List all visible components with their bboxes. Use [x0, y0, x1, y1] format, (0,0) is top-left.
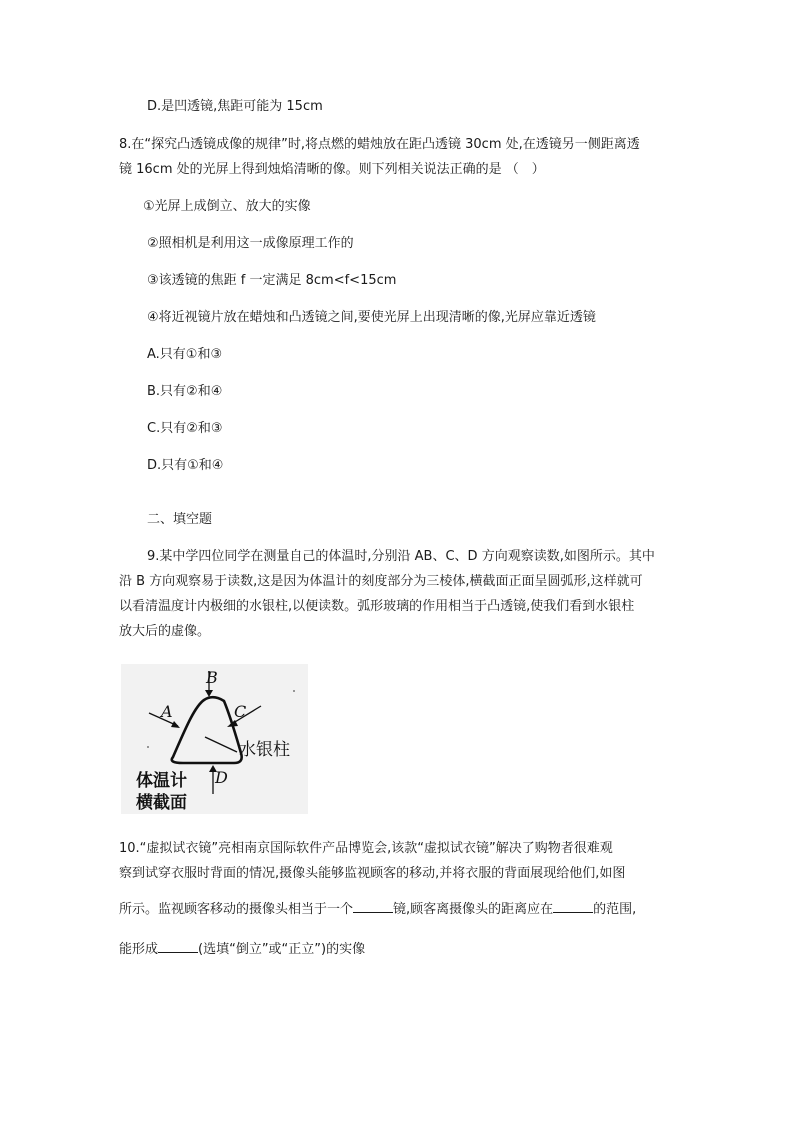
- q10-line-3-part-a: 所示。监视顾客移动的摄像头相当于一个: [119, 902, 354, 917]
- q9-line-2: 沿 B 方向观察易于读数,这是因为体温计的刻度部分为三棱体,横截面正面呈圆弧形,这样就可: [119, 574, 643, 589]
- q8-option-a: A.只有①和③: [147, 347, 223, 362]
- scan-dot: [147, 746, 149, 748]
- blank-image-orientation[interactable]: [158, 940, 198, 953]
- blank-lens-type[interactable]: [353, 900, 393, 913]
- figure-caption-line-2: 横截面: [136, 793, 187, 813]
- q9-line-1: 9.某中学四位同学在测量自己的体温时,分别沿 AB、C、D 方向观察读数,如图所示。其中: [147, 549, 655, 564]
- q10-line-4-part-a: 能形成: [119, 942, 159, 957]
- arrow-a-head: [171, 721, 180, 728]
- q10-line-3: [119, 900, 636, 919]
- q10-line-1: 10.“虚拟试衣镜”亮相南京国际软件产品博览会,该款“虚拟试衣镜”解决了购物者很难观: [119, 841, 613, 856]
- q8-option-b: B.只有②和④: [147, 384, 223, 399]
- q8-option-c: C.只有②和③: [147, 421, 223, 436]
- q10-line-2: 察到试穿衣服时背面的情况,摄像头能够监视顾客的移动,并将衣服的背面展现给他们,如图: [119, 866, 626, 881]
- q8-statement-1: ①光屏上成倒立、放大的实像: [143, 199, 311, 214]
- thermometer-cross-section-figure: [121, 664, 308, 814]
- q8-statement-4: ④将近视镜片放在蜡烛和凸透镜之间,要使光屏上出现清晰的像,光屏应靠近透镜: [147, 310, 596, 325]
- section-heading: 二、填空题: [147, 512, 213, 527]
- scan-dot: [293, 690, 295, 692]
- q8-statement-3: ③该透镜的焦距 f 一定满足 8cm<f<15cm: [147, 273, 397, 288]
- q9-line-4: 放大后的虚像。: [119, 624, 211, 639]
- q8-statement-2: ②照相机是利用这一成像原理工作的: [147, 236, 354, 251]
- label-b: B: [206, 668, 218, 687]
- q7-option-d: D.是凹透镜,焦距可能为 15cm: [147, 99, 323, 114]
- q10-line-4: [119, 940, 365, 959]
- figure-caption-line-1: 体温计: [136, 771, 187, 791]
- blank-distance-range[interactable]: [553, 900, 593, 913]
- q9-line-3: 以看清温度计内极细的水银柱,以便读数。弧形玻璃的作用相当于凸透镜,使我们看到水银柱: [119, 599, 635, 614]
- label-mercury-column: 水银柱: [239, 740, 290, 760]
- label-a: A: [161, 702, 173, 721]
- q8-stem-line-2: 镜 16cm 处的光屏上得到烛焰清晰的像。则下列相关说法正确的是 （ ）: [119, 162, 545, 177]
- q10-line-3-part-c: 的范围,: [593, 902, 637, 917]
- q10-line-4-part-b: (选填“倒立”或“正立”)的实像: [198, 942, 366, 957]
- cross-section-outline: [172, 697, 242, 763]
- label-d: D: [215, 768, 228, 787]
- q8-option-d: D.只有①和④: [147, 458, 224, 473]
- label-c: C: [234, 702, 247, 721]
- q10-line-3-part-b: 镜,顾客离摄像头的距离应在: [393, 902, 554, 917]
- mercury-pointer-line: [205, 737, 237, 752]
- q8-stem-line-1: 8.在“探究凸透镜成像的规律”时,将点燃的蜡烛放在距凸透镜 30cm 处,在透镜另一侧距离透: [119, 137, 640, 152]
